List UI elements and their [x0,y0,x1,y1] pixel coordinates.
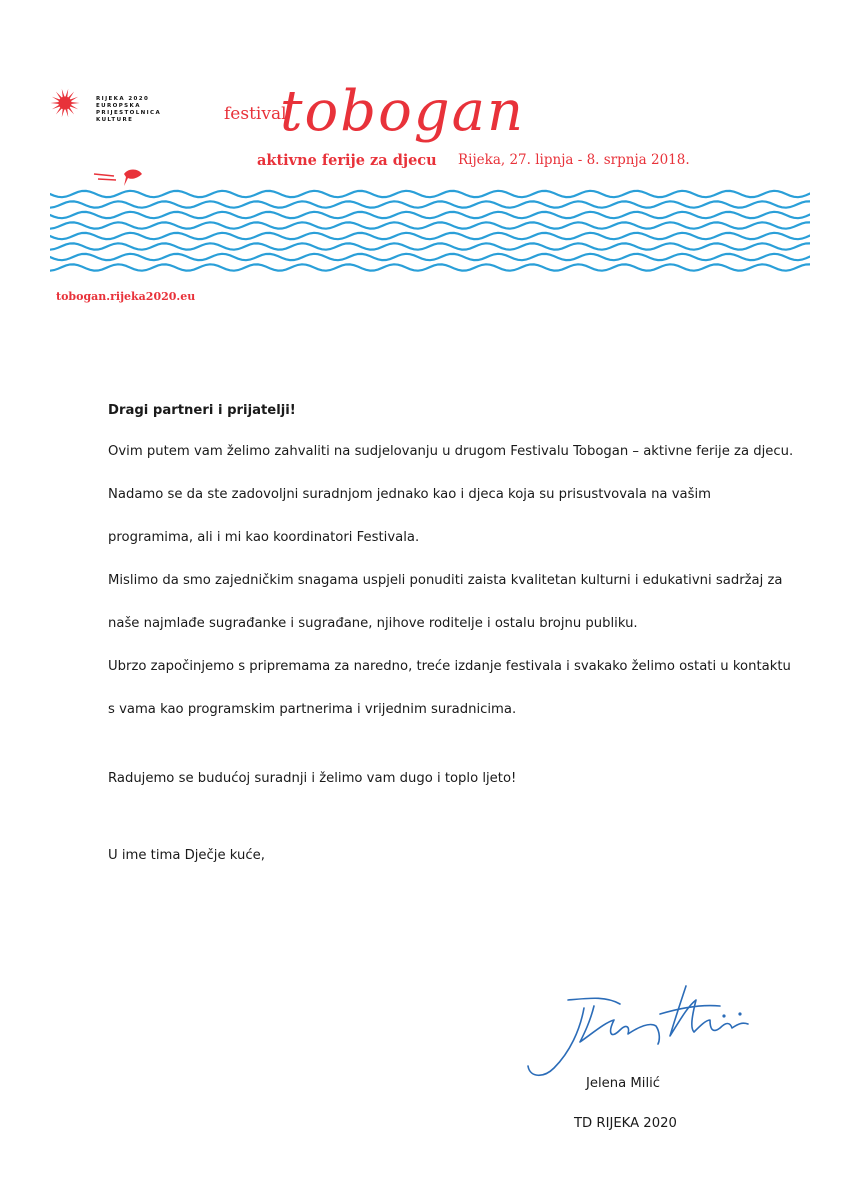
wave-line [50,264,810,270]
sun-ray [62,89,65,98]
wave-line [50,222,810,228]
wave-line [50,201,810,207]
waves-illustration [50,186,810,276]
letter-paragraph: Ovim putem vam želimo zahvaliti na sudjelovanju u drugom Festivalu Tobogan – aktivne ferije za djecu. [108,444,794,459]
sun-ray [65,89,68,98]
logo-line: PRIJESTOLNICA [96,110,162,116]
rijeka-2020-logo-text [96,96,186,124]
letter-regards: U ime tima Dječje kuće, [108,848,265,863]
sun-ray [52,97,60,102]
sun-logo-icon [50,88,80,118]
website-link[interactable]: tobogan.rijeka2020.eu [56,290,196,303]
logo-line: EUROPSKA [96,103,141,109]
festival-label: festival [224,104,287,124]
wave-line [50,243,810,249]
sun-ray [62,109,65,118]
wave-line [50,212,810,218]
logo-line: KULTURE [96,117,134,123]
letter-paragraph: Mislimo da smo zajedničkim snagama uspjeli ponuditi zaista kvalitetan kulturni i edukativni sadržaj za naše najmlađe sugrađanke i sugrađane, njihove roditelje i ostalu brojnu publiku. [108,573,783,631]
sun-ray [71,102,80,104]
sun-ray [51,102,60,104]
letter-greeting: Dragi partneri i prijatelji! [108,403,296,418]
letter-closing: Radujemo se budućoj suradnji i želimo vam dugo i toplo ljeto! [108,771,517,786]
festival-subtitle: aktivne ferije za djecu [257,152,437,169]
sun-ray [70,97,78,102]
signer-organization: TD RIJEKA 2020 [574,1116,677,1131]
fish-icon [92,166,148,188]
letter-body [108,400,798,867]
sun-ray [70,105,78,110]
festival-dates: Rijeka, 27. lipnja - 8. srpnja 2018. [458,152,690,168]
letter-paragraph: Ubrzo započinjemo s pripremama za naredno, treće izdanje festivala i svakako želimo ostati u kontaktu s vama kao programskim partnerima i vrijednim suradnicima. [108,659,791,717]
wave-line [50,191,810,197]
logo-line: RIJEKA 2020 [96,96,150,102]
wave-line [50,254,810,260]
letter-paragraph: Nadamo se da ste zadovoljni suradnjom jednako kao i djeca koja su prisustvovala na vašim programima, ali i mi kao koordinatori Festivala. [108,487,711,545]
sun-ray [52,105,60,110]
signer-name: Jelena Milić [586,1076,661,1091]
sun-ray [65,109,68,118]
festival-title: tobogan [280,79,526,144]
wave-line [50,233,810,239]
handwritten-signature [510,970,780,1085]
